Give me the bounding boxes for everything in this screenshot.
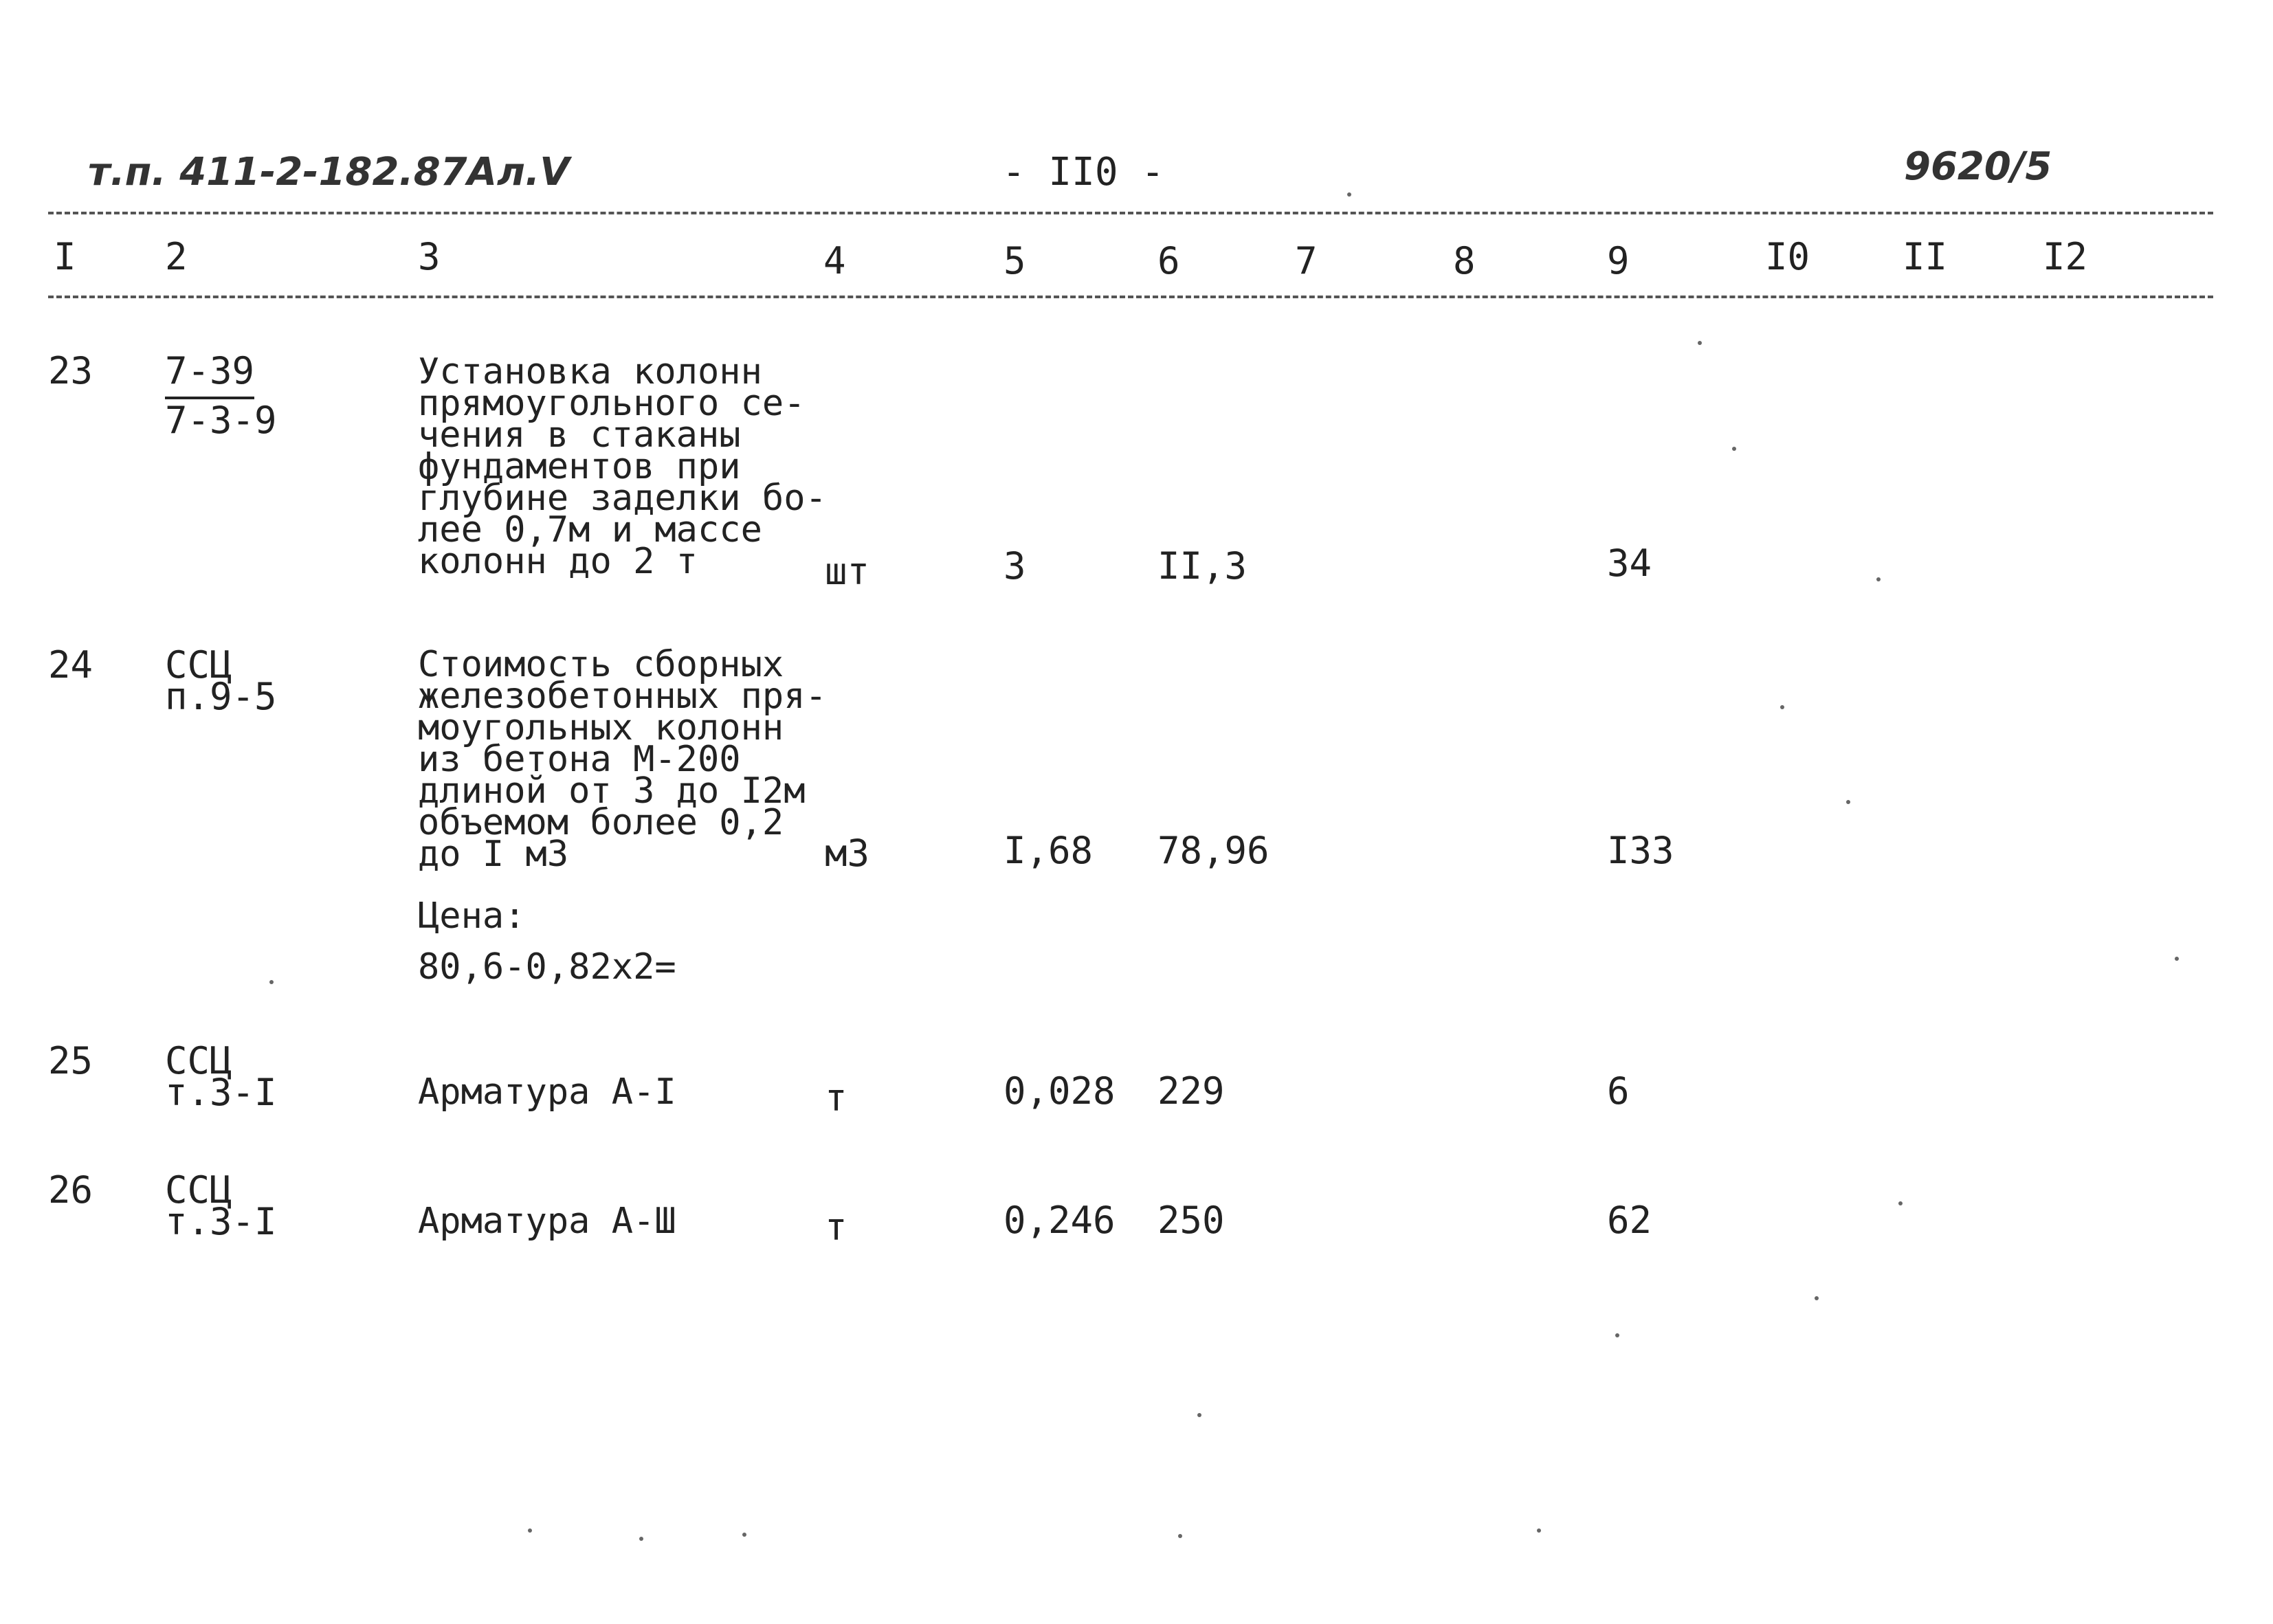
total-cost: 62 bbox=[1607, 1199, 1652, 1242]
work-description: Арматура А-Ш bbox=[418, 1201, 676, 1242]
column-header: I bbox=[54, 235, 76, 278]
header-rule-bottom bbox=[48, 296, 2213, 298]
quantity: I,68 bbox=[1004, 829, 1094, 872]
column-header: 4 bbox=[823, 239, 846, 282]
row-number: 25 bbox=[48, 1039, 93, 1082]
scan-speck bbox=[269, 980, 274, 984]
unit-price: 78,96 bbox=[1157, 829, 1269, 872]
scan-speck bbox=[1780, 705, 1784, 709]
work-description bbox=[418, 644, 827, 875]
row-number: 26 bbox=[48, 1168, 93, 1212]
norm-code-top: ССЦ bbox=[165, 643, 232, 687]
norm-code-bottom: 7-3-9 bbox=[165, 399, 277, 442]
unit-price: 229 bbox=[1157, 1069, 1225, 1113]
scan-speck bbox=[1698, 341, 1702, 345]
description-line: прямоугольного се- bbox=[418, 383, 806, 424]
header-rule-top bbox=[48, 212, 2213, 214]
norm-code-top: ССЦ bbox=[165, 1168, 232, 1212]
description-line: Установка колонн bbox=[418, 351, 762, 392]
norm-code-top: 7-39 bbox=[165, 349, 254, 399]
row-number: 23 bbox=[48, 349, 93, 392]
scan-speck bbox=[1815, 1296, 1819, 1300]
column-header: 3 bbox=[418, 235, 441, 278]
scan-speck bbox=[1178, 1534, 1182, 1538]
row-number: 24 bbox=[48, 643, 93, 687]
description-line: длиной от 3 до I2м bbox=[418, 770, 806, 812]
description-line: фундаментов при bbox=[418, 446, 741, 487]
unit: т bbox=[825, 1076, 847, 1120]
scan-speck bbox=[639, 1537, 643, 1541]
total-cost: 34 bbox=[1607, 542, 1652, 585]
inventory-number: 9620/5 bbox=[1904, 144, 2052, 189]
scan-speck bbox=[1197, 1413, 1201, 1417]
description-line: чения в стаканы bbox=[418, 414, 741, 456]
column-header: I2 bbox=[2043, 235, 2088, 278]
column-header: 2 bbox=[165, 235, 188, 278]
scan-speck bbox=[1347, 192, 1351, 197]
scan-speck bbox=[1537, 1528, 1541, 1533]
total-cost: I33 bbox=[1607, 829, 1674, 872]
norm-code-bottom: т.3-I bbox=[165, 1200, 277, 1243]
column-header: 9 bbox=[1607, 239, 1630, 282]
description-line: колонн до 2 т bbox=[418, 541, 698, 582]
column-header: 5 bbox=[1004, 239, 1026, 282]
description-line: лее 0,7м и массе bbox=[418, 509, 762, 550]
work-description: Арматура А-I bbox=[418, 1071, 676, 1113]
scan-speck bbox=[742, 1533, 746, 1537]
description-line: моугольных колонн bbox=[418, 707, 784, 748]
unit-price: II,3 bbox=[1157, 544, 1248, 588]
scan-speck bbox=[528, 1528, 532, 1533]
description-line: глубине заделки бо- bbox=[418, 478, 827, 519]
page-number: - II0 - bbox=[1002, 150, 1165, 194]
scan-speck bbox=[1876, 577, 1881, 581]
scan-speck bbox=[1732, 447, 1736, 451]
description-line: до I м3 bbox=[418, 834, 569, 875]
scan-speck bbox=[2175, 957, 2179, 961]
norm-code-top: ССЦ bbox=[165, 1039, 232, 1082]
column-header: 6 bbox=[1157, 239, 1180, 282]
total-cost: 6 bbox=[1607, 1069, 1630, 1113]
description-line: объемом более 0,2 bbox=[418, 802, 784, 843]
document-code: т.п. 411-2-182.87Ал.V bbox=[88, 150, 570, 194]
scan-speck bbox=[1846, 800, 1850, 804]
unit: шт bbox=[825, 550, 870, 593]
unit: т bbox=[825, 1205, 847, 1249]
description-line: Стоимость сборных bbox=[418, 644, 784, 685]
column-header: I0 bbox=[1765, 235, 1810, 278]
description-line: железобетонных пря- bbox=[418, 676, 827, 717]
unit-price: 250 bbox=[1157, 1199, 1225, 1242]
description-line: из бетона М-200 bbox=[418, 739, 741, 780]
scan-speck bbox=[1615, 1333, 1619, 1337]
norm-code-bottom: т.3-I bbox=[165, 1071, 277, 1114]
scan-speck bbox=[1898, 1201, 1903, 1205]
column-header: 7 bbox=[1295, 239, 1318, 282]
norm-code bbox=[165, 349, 254, 399]
unit: м3 bbox=[825, 832, 870, 875]
price-note-label: Цена: bbox=[418, 896, 526, 937]
quantity: 0,028 bbox=[1004, 1069, 1116, 1113]
quantity: 0,246 bbox=[1004, 1199, 1116, 1242]
quantity: 3 bbox=[1004, 544, 1026, 588]
column-header: 8 bbox=[1453, 239, 1476, 282]
norm-code-bottom: п.9-5 bbox=[165, 675, 277, 718]
work-description bbox=[418, 351, 827, 582]
column-header: II bbox=[1903, 235, 1948, 278]
price-formula: 80,6-0,82x2= bbox=[418, 946, 676, 988]
